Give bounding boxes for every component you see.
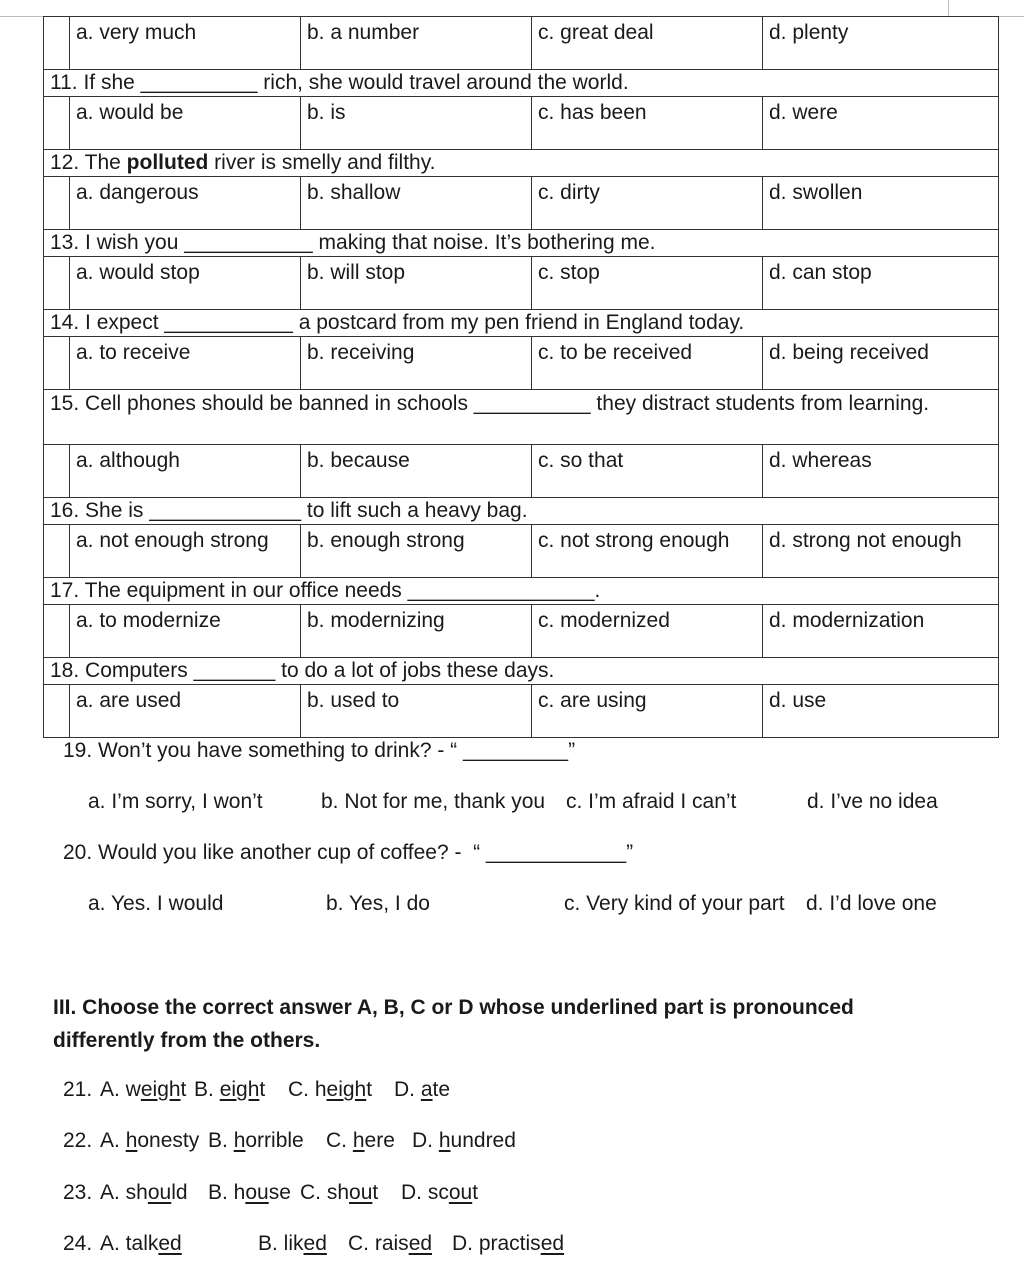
section-heading: III. Choose the correct answer A, B, C or D whose underlined part is pronounced differently from the others. bbox=[53, 996, 854, 1052]
pronunciation-option[interactable]: B. house bbox=[208, 1181, 291, 1204]
options-row-17 bbox=[44, 605, 999, 658]
option-a[interactable]: a. I’m sorry, I won’t bbox=[88, 790, 263, 813]
pronunciation-option[interactable]: C. raised bbox=[348, 1232, 433, 1255]
option-a[interactable]: a. are used bbox=[70, 685, 301, 738]
question-19-stem: 19. Won’t you have something to drink? - “ _________” bbox=[63, 739, 576, 762]
option-a[interactable]: a. very much bbox=[70, 17, 301, 70]
pronunciation-option[interactable]: B. eight bbox=[194, 1078, 266, 1101]
question-stem: 12. The polluted river is smelly and filthy. bbox=[44, 150, 999, 177]
underlined-part: h bbox=[352, 1129, 365, 1152]
question-row-17 bbox=[44, 578, 999, 605]
underlined-part: h bbox=[233, 1129, 246, 1152]
option-b[interactable]: b. because bbox=[301, 445, 532, 498]
question-stem: 14. I expect ___________ a postcard from my pen friend in England today. bbox=[44, 310, 999, 337]
options-row-11 bbox=[44, 97, 999, 150]
question-20-stem: 20. Would you like another cup of coffee? - “ ____________” bbox=[63, 841, 634, 864]
question-row-18 bbox=[44, 658, 999, 685]
option-a[interactable]: a. to modernize bbox=[70, 605, 301, 658]
option-a[interactable]: a. not enough strong bbox=[70, 525, 301, 578]
underlined-part: eigh bbox=[140, 1078, 181, 1101]
pronunciation-option[interactable]: C. height bbox=[288, 1078, 373, 1101]
option-d[interactable]: d. I’d love one bbox=[806, 892, 937, 915]
option-b[interactable]: b. a number bbox=[301, 17, 532, 70]
option-b[interactable]: b. Yes, I do bbox=[326, 892, 430, 915]
option-a[interactable]: a. would stop bbox=[70, 257, 301, 310]
underlined-part: ou bbox=[349, 1181, 373, 1204]
underlined-part: ed bbox=[303, 1232, 327, 1255]
pronunciation-option[interactable]: D. hundred bbox=[412, 1129, 516, 1152]
option-c[interactable]: c. stop bbox=[532, 257, 763, 310]
options-row-10 bbox=[44, 17, 999, 70]
option-d[interactable]: d. being received bbox=[763, 337, 999, 390]
options-row-12 bbox=[44, 177, 999, 230]
option-c[interactable]: c. I’m afraid I can’t bbox=[566, 790, 737, 813]
pronunciation-option[interactable]: C. shout bbox=[300, 1181, 379, 1204]
question-stem: 18. Computers _______ to do a lot of jobs these days. bbox=[44, 658, 999, 685]
question-stem: 13. I wish you ___________ making that noise. It’s bothering me. bbox=[44, 230, 999, 257]
options-row-13 bbox=[44, 257, 999, 310]
option-c[interactable]: c. are using bbox=[532, 685, 763, 738]
pronunciation-option[interactable]: A. weight bbox=[100, 1078, 187, 1101]
pronunciation-option[interactable]: A. honesty bbox=[100, 1129, 200, 1152]
options-row-16 bbox=[44, 525, 999, 578]
option-c[interactable]: c. not strong enough bbox=[532, 525, 763, 578]
option-a[interactable]: a. would be bbox=[70, 97, 301, 150]
question-row-12 bbox=[44, 150, 999, 177]
question-number: 21. bbox=[63, 1078, 93, 1101]
page-edge-line bbox=[948, 0, 949, 16]
underlined-part: h bbox=[125, 1129, 138, 1152]
pronunciation-question bbox=[0, 1078, 1000, 1108]
option-d[interactable]: d. whereas bbox=[763, 445, 999, 498]
option-a[interactable]: a. although bbox=[70, 445, 301, 498]
option-c[interactable]: c. great deal bbox=[532, 17, 763, 70]
underlined-part: ou bbox=[448, 1181, 473, 1204]
option-a[interactable]: a. to receive bbox=[70, 337, 301, 390]
question-table bbox=[43, 16, 999, 738]
page-edge-line bbox=[0, 16, 44, 17]
option-b[interactable]: b. Not for me, thank you bbox=[321, 790, 546, 813]
options-row-18 bbox=[44, 685, 999, 738]
pronunciation-question bbox=[0, 1232, 1000, 1262]
pronunciation-option[interactable]: C. here bbox=[326, 1129, 395, 1152]
question-stem: 15. Cell phones should be banned in schools __________ they distract students from learning. bbox=[44, 390, 999, 445]
question-row-14 bbox=[44, 310, 999, 337]
question-stem: 17. The equipment in our office needs ________________. bbox=[44, 578, 999, 605]
options-row-15 bbox=[44, 445, 999, 498]
underlined-part: a bbox=[420, 1078, 433, 1101]
underlined-part: eigh bbox=[219, 1078, 260, 1101]
pronunciation-option[interactable]: D. ate bbox=[394, 1078, 451, 1101]
option-c[interactable]: c. modernized bbox=[532, 605, 763, 658]
pronunciation-question bbox=[0, 1129, 1000, 1159]
option-d[interactable]: d. use bbox=[763, 685, 999, 738]
option-c[interactable]: c. so that bbox=[532, 445, 763, 498]
option-d[interactable]: d. plenty bbox=[763, 17, 999, 70]
pronunciation-option[interactable]: A. talked bbox=[100, 1232, 182, 1255]
question-number: 23. bbox=[63, 1181, 93, 1204]
options-row-14 bbox=[44, 337, 999, 390]
option-d[interactable]: d. can stop bbox=[763, 257, 999, 310]
question-row-13 bbox=[44, 230, 999, 257]
question-number: 24. bbox=[63, 1232, 93, 1255]
option-b[interactable]: b. is bbox=[301, 97, 532, 150]
question-stem: 16. She is _____________ to lift such a heavy bag. bbox=[44, 498, 999, 525]
option-b[interactable]: b. modernizing bbox=[301, 605, 532, 658]
pronunciation-option[interactable]: D. scout bbox=[401, 1181, 479, 1204]
option-a[interactable]: a. dangerous bbox=[70, 177, 301, 230]
option-d[interactable]: d. were bbox=[763, 97, 999, 150]
pronunciation-question bbox=[0, 1181, 1000, 1211]
option-c[interactable]: c. to be received bbox=[532, 337, 763, 390]
option-b[interactable]: b. enough strong bbox=[301, 525, 532, 578]
pronunciation-option[interactable]: B. horrible bbox=[208, 1129, 304, 1152]
underlined-part: eigh bbox=[326, 1078, 367, 1101]
question-stem: 11. If she __________ rich, she would travel around the world. bbox=[44, 70, 999, 97]
underlined-part: ou bbox=[245, 1181, 269, 1204]
option-d[interactable]: d. strong not enough bbox=[763, 525, 999, 578]
option-d[interactable]: d. swollen bbox=[763, 177, 999, 230]
option-c[interactable]: c. dirty bbox=[532, 177, 763, 230]
question-row-16 bbox=[44, 498, 999, 525]
option-b[interactable]: b. receiving bbox=[301, 337, 532, 390]
pronunciation-option[interactable]: B. liked bbox=[258, 1232, 327, 1255]
option-b[interactable]: b. shallow bbox=[301, 177, 532, 230]
option-c[interactable]: c. Very kind of your part bbox=[564, 892, 785, 915]
bold-keyword: polluted bbox=[126, 151, 209, 174]
underlined-part: ed bbox=[540, 1232, 565, 1255]
option-d[interactable]: d. I’ve no idea bbox=[807, 790, 938, 813]
option-b[interactable]: b. used to bbox=[301, 685, 532, 738]
option-c[interactable]: c. has been bbox=[532, 97, 763, 150]
underlined-part: ed bbox=[158, 1232, 182, 1255]
pronunciation-option[interactable]: A. should bbox=[100, 1181, 188, 1204]
question-number: 22. bbox=[63, 1129, 93, 1152]
pronunciation-option[interactable]: D. practised bbox=[452, 1232, 565, 1255]
option-d[interactable]: d. modernization bbox=[763, 605, 999, 658]
underlined-part: ou bbox=[147, 1181, 172, 1204]
option-b[interactable]: b. will stop bbox=[301, 257, 532, 310]
question-row-11 bbox=[44, 70, 999, 97]
question-20-options bbox=[88, 892, 968, 922]
underlined-part: ed bbox=[408, 1232, 433, 1255]
option-a[interactable]: a. Yes. I would bbox=[88, 892, 224, 915]
question-row-15 bbox=[44, 390, 999, 445]
question-19-options bbox=[88, 790, 968, 820]
underlined-part: h bbox=[438, 1129, 451, 1152]
